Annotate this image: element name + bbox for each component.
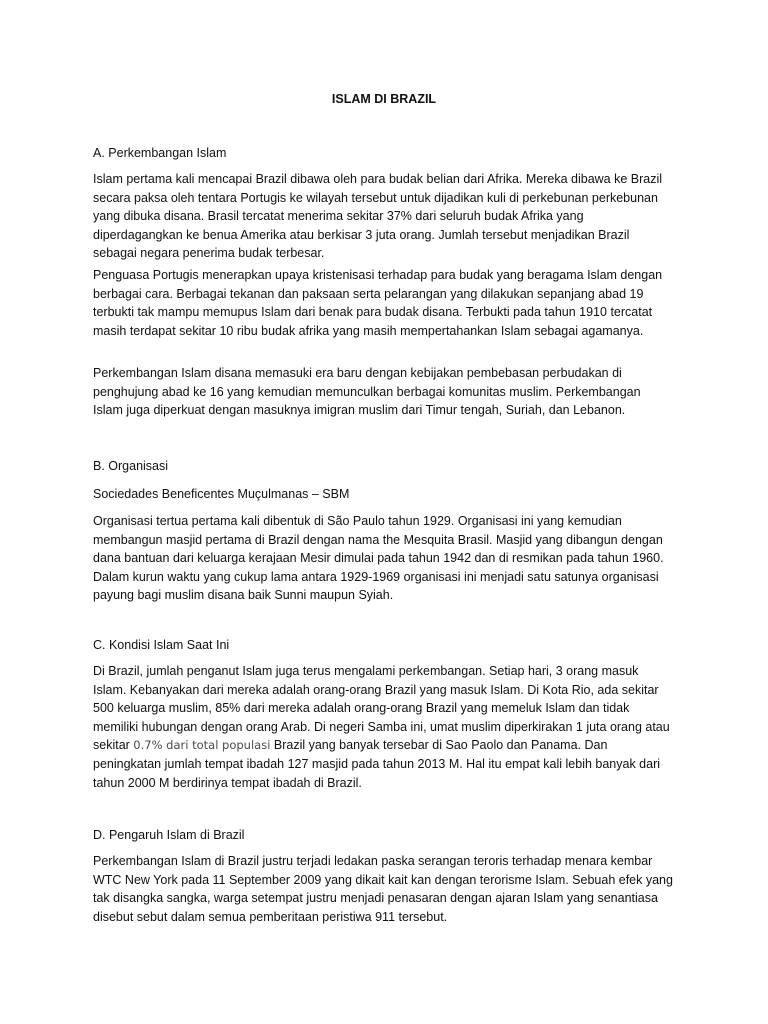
section-b-paragraph: Organisasi tertua pertama kali dibentuk di São Paulo tahun 1929. Organisasi ini yang kemudian membangun masjid pertama di Brazil dengan nama the Mesquita Brasil. Masjid yang dibangun dengan dana bantuan dari keluarga kerajaan Mesir dimulai pada tahun 1942 dan di resmikan pada tahun 1960. Dalam kurun waktu yang cukup lama antara 1929-1969 organisasi ini menjadi satu satunya organisasi payung bagi muslim disana baik Sunni maupun Syiah. xyxy=(93,514,664,603)
section-c-text-part1: Di Brazil, jumlah penganut Islam juga terus mengalami perkembangan. Setiap hari, 3 orang masuk Islam. Kebanyakan dari mereka adalah orang-orang Brazil yang masuk Islam. Di Kota Rio, ada sekitar 500 keluarga muslim, 85% dari mereka adalah orang-orang Brazil yang memeluk Islam dan tidak memiliki hubungan dengan orang Arab. Di negeri Samba ini, umat muslim diperkirakan 1 juta orang atau sekitar xyxy=(93,664,670,753)
section-c-paragraph xyxy=(93,662,673,792)
document-title: ISLAM DI BRAZIL xyxy=(331,92,437,106)
section-a-paragraph-3: Perkembangan Islam disana memasuki era baru dengan kebijakan pembebasan perbudakan di penghujung abad ke 16 yang kemudian memunculkan berbagai komunitas muslim. Perkembangan Islam juga diperkuat dengan masuknya imigran muslim dari Timur tengah, Suriah, dan Lebanon. xyxy=(93,366,641,418)
section-d-paragraph: Perkembangan Islam di Brazil justru terjadi ledakan paska serangan teroris terhadap menara kembar WTC New York pada 11 September 2009 yang dikait kait kan dengan terorisme Islam. Sebuah efek yang tak disangka sangka, warga setempat justru menjadi penasaran dengan ajaran Islam yang senantiasa disebut sebut dalam semua pemberitaan peristiwa 911 tersebut. xyxy=(93,854,673,924)
section-a-paragraph-1: Islam pertama kali mencapai Brazil dibawa oleh para budak belian dari Afrika. Mereka dibawa ke Brazil secara paksa oleh tentara Portugis ke wilayah tersebut untuk dijadikan kuli di perkebunan perkebunan yang dibuka disana. Brasil tercatat menerima sekitar 37% dari seluruh budak Afrika yang diperdagangkan ke benua Amerika atau berkisar 3 juta orang. Jumlah tersebut menjadikan Brazil sebagai negara penerima budak terbesar. xyxy=(93,172,663,261)
section-b-subheading: Sociedades Beneficentes Muçulmanas – SBM xyxy=(93,487,350,501)
section-b-heading: B. Organisasi xyxy=(93,459,169,473)
section-a-paragraph-2: Penguasa Portugis menerapkan upaya kristenisasi terhadap para budak yang beragama Islam dengan berbagai cara. Berbagai tekanan dan paksaan serta pelarangan yang dilakukan sepanjang abad 19 terbukti tak mampu memupus Islam dari benak para budak disana. Terbukti pada tahun 1910 tercatat masih terdapat sekitar 10 ribu budak afrika yang masih mempertahankan Islam sebagai agamanya. xyxy=(93,268,663,338)
section-c-text-part2: Brazil yang banyak tersebar di Sao Paolo dan Panama. Dan peningkatan jumlah tempat ibadah 127 masjid pada tahun 2013 M. Hal itu empat kali lebih banyak dari tahun 2000 M berdirinya tempat ibadah di Brazil. xyxy=(93,738,661,790)
section-c-heading: C. Kondisi Islam Saat Ini xyxy=(93,638,230,652)
section-c-highlight: 0.7% dari total populasi xyxy=(133,738,271,753)
section-d-heading: D. Pengaruh Islam di Brazil xyxy=(93,828,245,842)
section-a-heading: A. Perkembangan Islam xyxy=(93,146,227,160)
